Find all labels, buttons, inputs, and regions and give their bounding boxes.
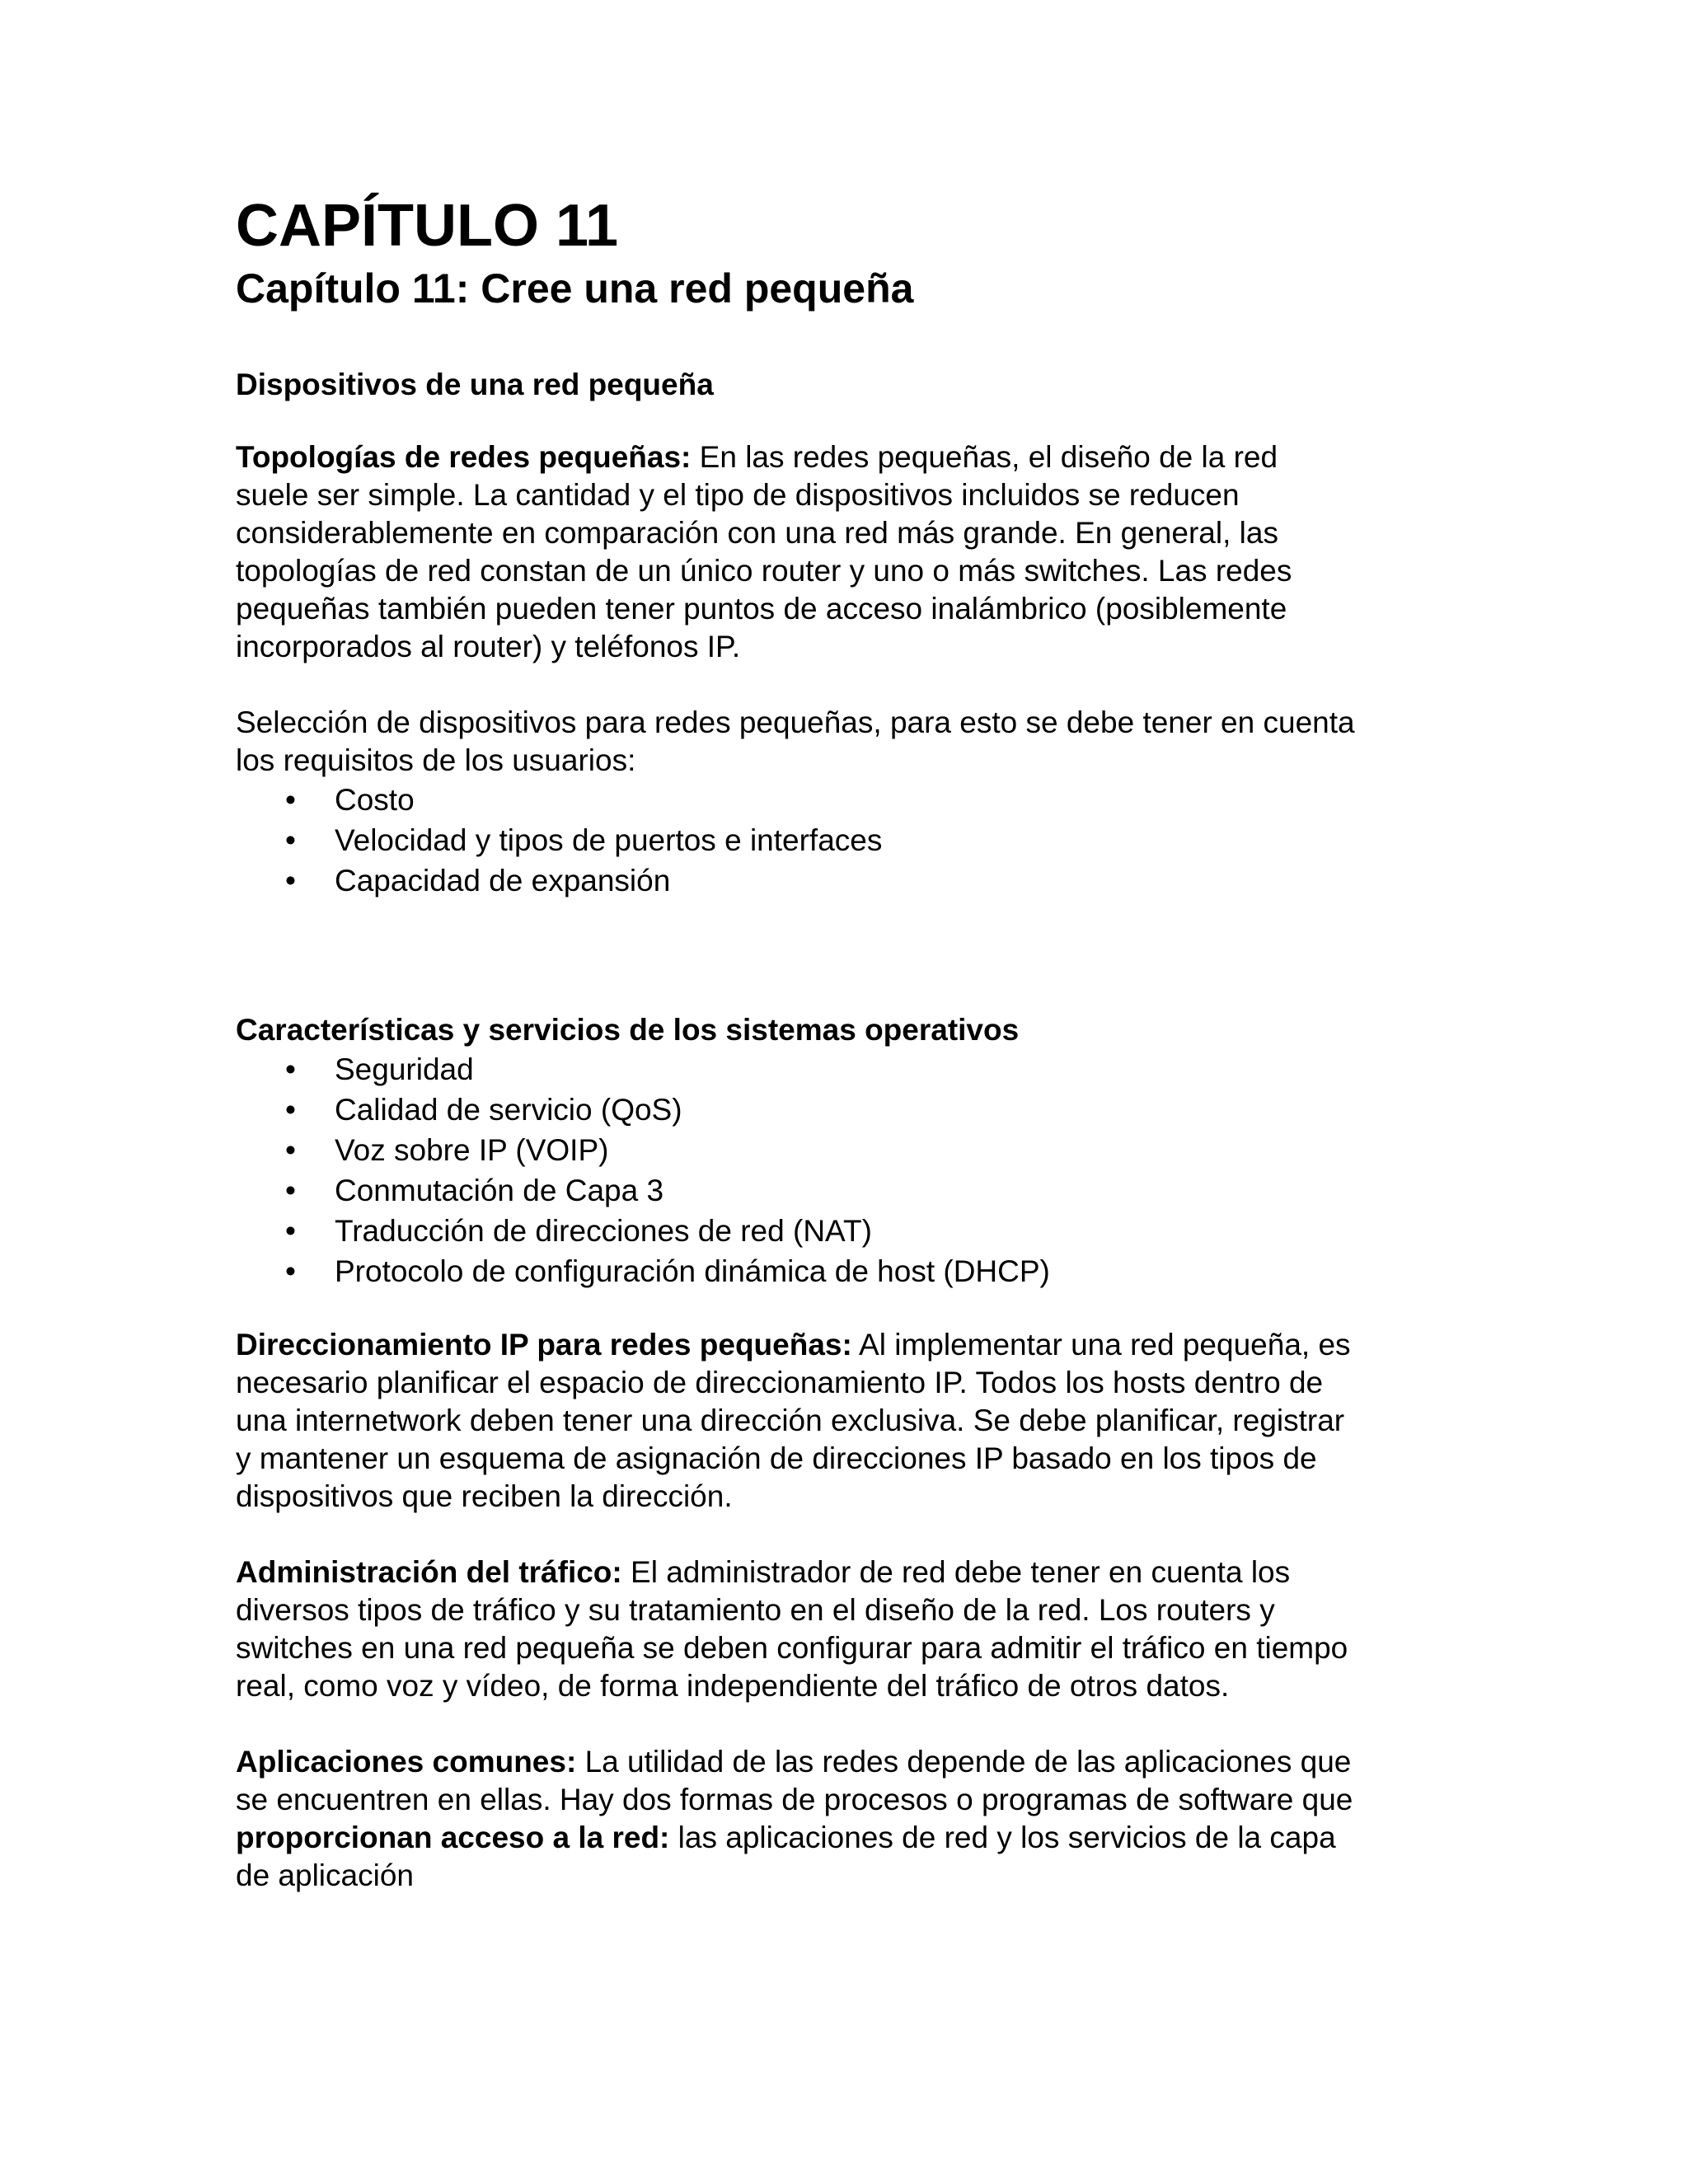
selection-line: los requisitos de los usuarios:	[236, 743, 636, 777]
document-page	[236, 191, 1472, 1895]
list-item	[236, 1090, 1472, 1130]
bullet-icon: •	[285, 1093, 296, 1127]
list-item-text: Conmutación de Capa 3	[335, 1174, 664, 1207]
bullet-icon: •	[285, 1133, 296, 1167]
ip-addressing-paragraph	[236, 1326, 1472, 1516]
ip-addressing-line: necesario planificar el espacio de direccionamiento IP. Todos los hosts dentro de	[236, 1366, 1324, 1399]
network-access-label: proporcionan acceso a la red:	[236, 1821, 670, 1854]
list-item	[236, 1211, 1472, 1251]
list-item-text: Costo	[335, 783, 415, 817]
list-item	[236, 780, 1472, 820]
chapter-subtitle: Capítulo 11: Cree una red pequeña	[236, 265, 914, 312]
list-item-text: Capacidad de expansión	[335, 864, 671, 898]
list-item	[236, 1251, 1472, 1291]
os-bullet-list	[236, 1049, 1472, 1291]
bullet-icon: •	[285, 1052, 296, 1086]
list-item	[236, 820, 1472, 860]
list-item	[236, 860, 1472, 901]
bullet-icon: •	[285, 823, 296, 857]
traffic-line: El administrador de red debe tener en cuenta los	[621, 1555, 1291, 1589]
applications-line: de aplicación	[236, 1858, 414, 1892]
list-item-text: Voz sobre IP (VOIP)	[335, 1133, 609, 1167]
bullet-icon: •	[285, 864, 296, 898]
bullet-icon: •	[285, 1174, 296, 1207]
list-item-text: Velocidad y tipos de puertos e interfaces	[335, 823, 883, 857]
applications-paragraph	[236, 1743, 1472, 1895]
chapter-title: CAPÍTULO 11	[236, 193, 619, 259]
selection-bullet-list	[236, 780, 1472, 901]
topologies-label: Topologías de redes pequeñas:	[236, 440, 692, 474]
selection-line: Selección de dispositivos para redes pequeñas, para esto se debe tener en cuenta	[236, 705, 1355, 739]
topologies-line: pequeñas también pueden tener puntos de acceso inalámbrico (posiblemente	[236, 592, 1287, 626]
bullet-icon: •	[285, 783, 296, 817]
list-item-text: Seguridad	[335, 1052, 474, 1086]
list-item	[236, 1130, 1472, 1170]
selection-paragraph	[236, 704, 1472, 780]
ip-addressing-label: Direccionamiento IP para redes pequeñas:	[236, 1328, 852, 1361]
ip-addressing-line: Al implementar una red pequeña, es	[851, 1328, 1351, 1361]
traffic-label: Administración del tráfico:	[236, 1555, 622, 1589]
bullet-icon: •	[285, 1214, 296, 1248]
topologies-line: En las redes pequeñas, el diseño de la red	[691, 440, 1278, 474]
applications-line: se encuentren en ellas. Hay dos formas de procesos o programas de software que	[236, 1783, 1353, 1816]
list-item	[236, 1049, 1472, 1090]
topologies-line: incorporados al router) y teléfonos IP.	[236, 630, 741, 663]
topologies-line: topologías de red constan de un único router y uno o más switches. Las redes	[236, 554, 1292, 588]
topologies-line: considerablemente en comparación con una red más grande. En general, las	[236, 516, 1278, 550]
topologies-line: suele ser simple. La cantidad y el tipo de dispositivos incluidos se reducen	[236, 478, 1240, 512]
traffic-line: switches en una red pequeña se deben configurar para admitir el tráfico en tiempo	[236, 1631, 1348, 1665]
bullet-icon: •	[285, 1254, 296, 1288]
ip-addressing-line: una internetwork deben tener una dirección exclusiva. Se debe planificar, registrar	[236, 1404, 1345, 1437]
ip-addressing-line: dispositivos que reciben la dirección.	[236, 1479, 733, 1513]
devices-section-heading: Dispositivos de una red pequeña	[236, 368, 714, 401]
ip-addressing-line: y mantener un esquema de asignación de direcciones IP basado en los tipos de	[236, 1441, 1317, 1475]
traffic-line: real, como voz y vídeo, de forma independiente del tráfico de otros datos.	[236, 1669, 1230, 1703]
traffic-line: diversos tipos de tráfico y su tratamiento en el diseño de la red. Los routers y	[236, 1593, 1275, 1627]
list-item-text: Protocolo de configuración dinámica de host (DHCP)	[335, 1254, 1050, 1288]
list-item-text: Calidad de servicio (QoS)	[335, 1093, 682, 1127]
os-section-heading: Características y servicios de los sistemas operativos	[236, 1013, 1020, 1047]
applications-line: las aplicaciones de red y los servicios de la capa	[669, 1821, 1336, 1854]
traffic-paragraph	[236, 1554, 1472, 1705]
list-item-text: Traducción de direcciones de red (NAT)	[335, 1214, 872, 1248]
applications-line: La utilidad de las redes depende de las aplicaciones que	[576, 1745, 1352, 1779]
applications-label: Aplicaciones comunes:	[236, 1745, 577, 1779]
topologies-paragraph	[236, 438, 1472, 666]
list-item	[236, 1170, 1472, 1211]
